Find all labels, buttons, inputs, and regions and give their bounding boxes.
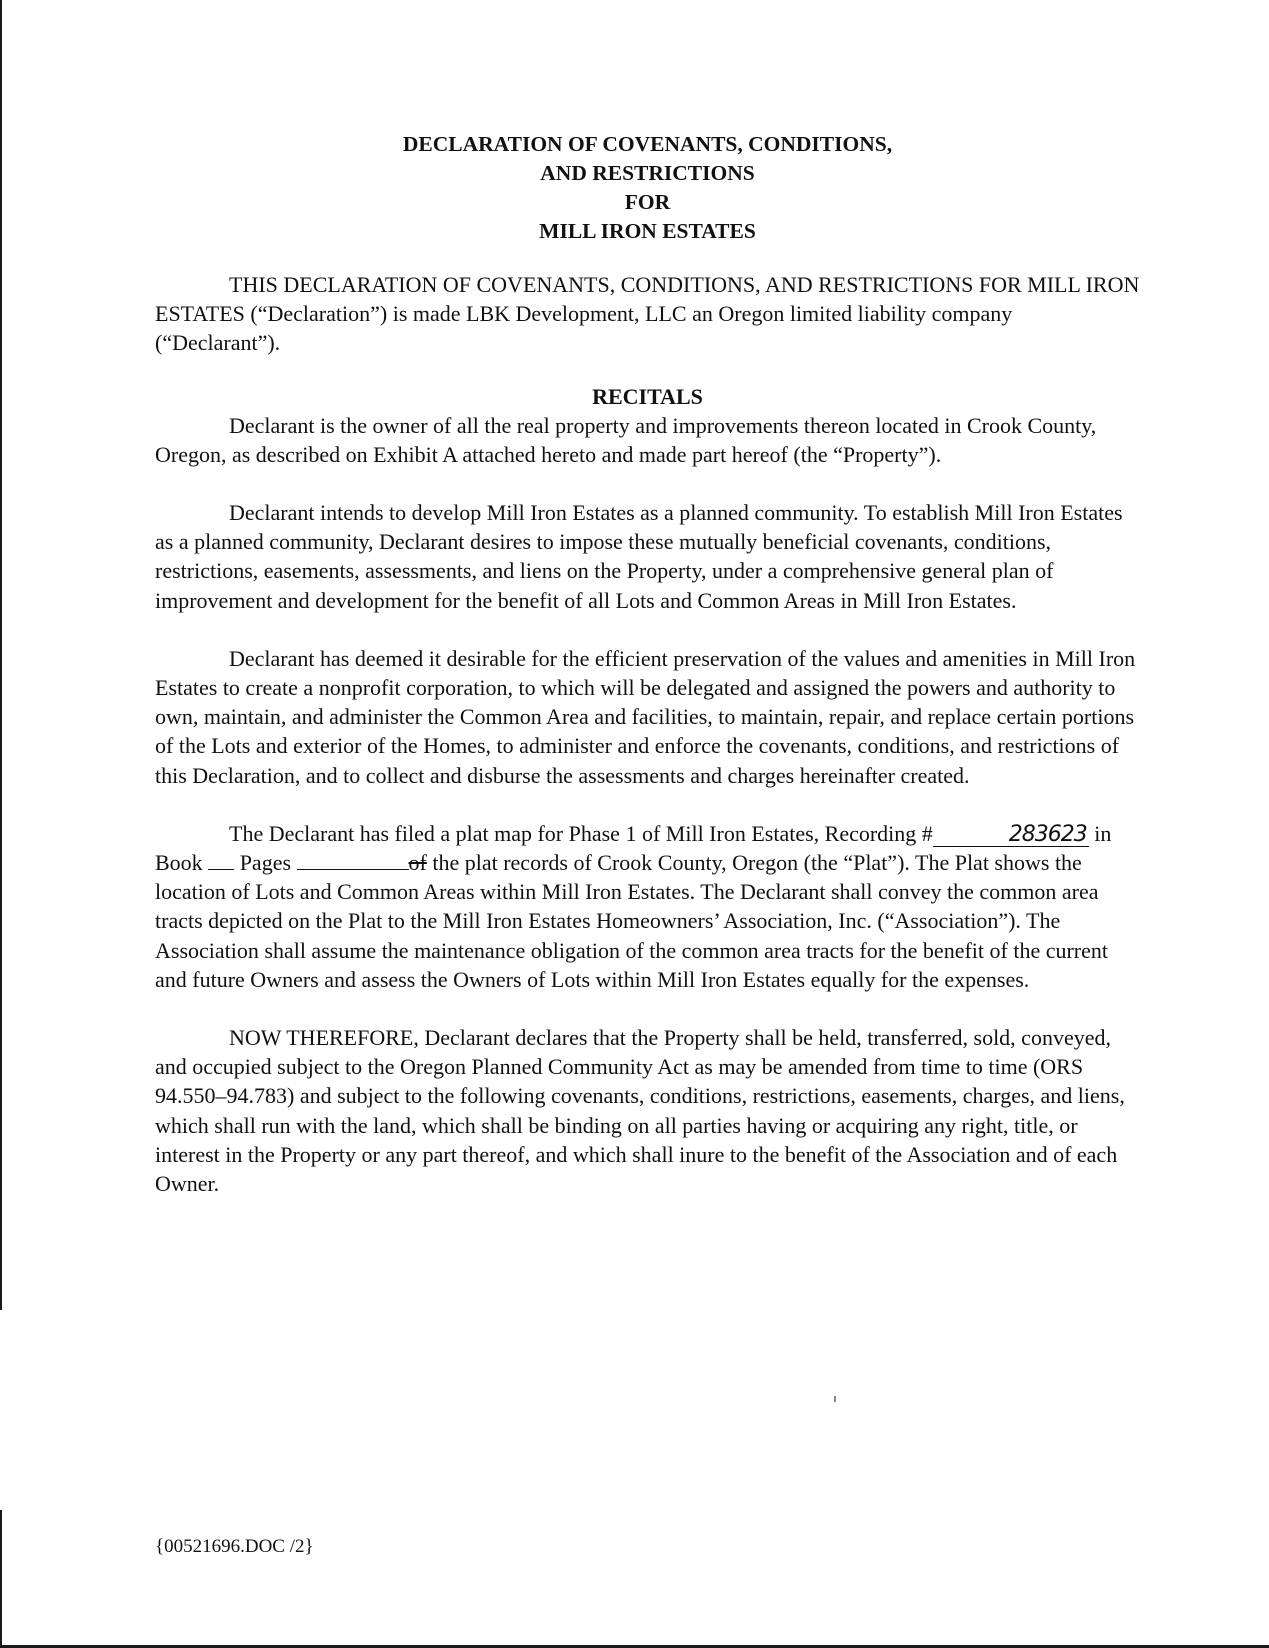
recital-paragraph-1: Declarant is the owner of all the real property and improvements thereon located in Crook County, Oregon, as described on Exhibit A attached hereto and made part hereof (the “Property”). [155, 412, 1097, 467]
title-line-3: FOR [624, 190, 671, 214]
struck-word: of [408, 850, 427, 876]
document-page [155, 130, 1140, 1198]
intro-paragraph: THIS DECLARATION OF COVENANTS, CONDITIONS, AND RESTRICTIONS FOR MILL IRON ESTATES (“Declaration”) is made LBK Development, LLC an Oregon limited liability company (“Declarant”). [155, 272, 1140, 356]
now-therefore-paragraph: NOW THEREFORE, Declarant declares that the Property shall be held, transferred, sold, conveyed, and occupied subject to the Oregon Planned Community Act as may be amended from time to time (ORS 94.550–94.783) and subject to the following covenants, conditions, restrictions, easements, charges, and liens, which shall run with the land, which shall be binding on all parties having or acquiring any right, title, or interest in the Property or any part thereof, and which shall inure to the benefit of the Association and of each Owner. [155, 1025, 1125, 1197]
document-title [155, 130, 1140, 246]
plat-text-part-4: the plat records of Crook County, Oregon (the “Plat”). The Plat shows the location of Lots and Common Areas within Mill Iron Estates. The Declarant shall convey the common area tracts depicted on the Plat to the Mill Iron Estates Homeowners’ Association, Inc. (“Association”). The Association shall assume the maintenance obligation of the common area tracts for the benefit of the current and future Owners and assess the Owners of Lots within Mill Iron Estates equally for the expenses. [155, 850, 1109, 992]
title-line-4: MILL IRON ESTATES [539, 219, 756, 243]
book-blank [208, 869, 234, 870]
title-line-2: AND RESTRICTIONS [540, 161, 755, 185]
recital-paragraph-3: Declarant has deemed it desirable for the efficient preservation of the values and amenities in Mill Iron Estates to create a nonprofit corporation, to which will be delegated and assigned the powers and authority to own, maintain, and administer the Common Area and facilities, to maintain, repair, and replace certain portions of the Lots and exterior of the Homes, to administer and enforce the covenants, conditions, and restrictions of this Declaration, and to collect and disburse the assessments and charges hereinafter created. [155, 645, 1136, 788]
scan-edge-left-lower [0, 1510, 2, 1648]
recording-number-handwritten: 283623 [933, 824, 1089, 847]
scan-speck [834, 1396, 836, 1402]
scan-edge-left [0, 0, 2, 1310]
plat-text-part-3: Pages [234, 850, 297, 876]
pages-blank [297, 869, 409, 870]
plat-text-part-1: The Declarant has filed a plat map for Phase 1 of Mill Iron Estates, Recording # [229, 820, 933, 846]
title-line-1: DECLARATION OF COVENANTS, CONDITIONS, [402, 132, 893, 156]
recitals-heading: RECITALS [592, 383, 703, 409]
recital-paragraph-2: Declarant intends to develop Mill Iron Estates as a planned community. To establish Mill Iron Estates as a planned community, Declarant desires to impose these mutually beneficial covenants, conditions, restrictions, easements, assessments, and liens on the Property, under a comprehensive general plan of improvement and development for the benefit of all Lots and Common Areas in Mill Iron Estates. [155, 500, 1123, 613]
document-footer-id: {00521696.DOC /2} [155, 1536, 314, 1557]
recital-paragraph-4 [155, 819, 1140, 994]
plat-text-part-2: in Book [155, 820, 1112, 876]
